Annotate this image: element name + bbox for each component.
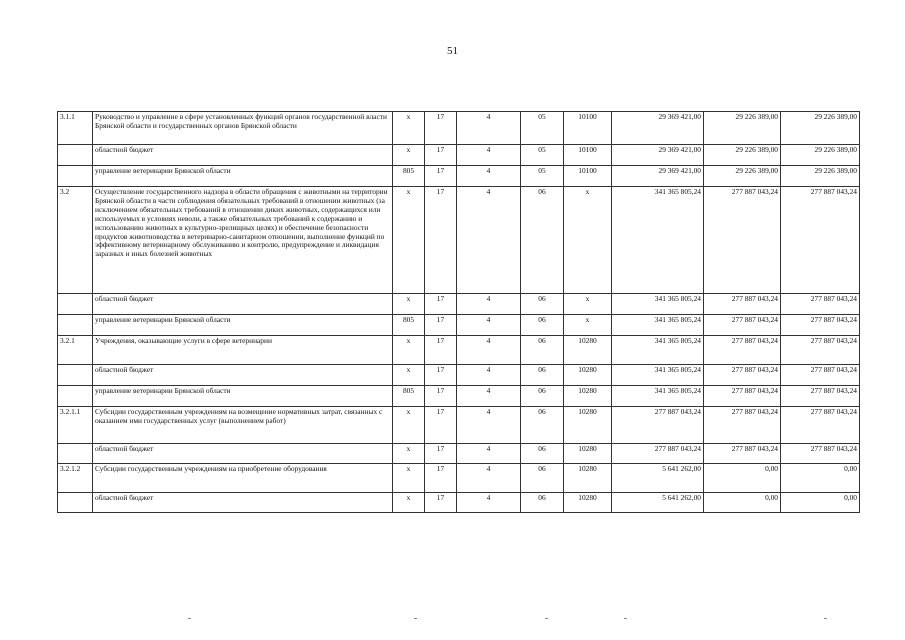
cell-amount-year3: 29 226 389,00 [781, 112, 860, 145]
cell-amount-year3: 277 887 043,24 [781, 336, 860, 365]
table-row [58, 407, 860, 444]
cell-amount-year3: 277 887 043,24 [781, 386, 860, 407]
cell-amount-year2: 29 226 389,00 [704, 145, 781, 166]
cell-amount-year1: 277 887 043,24 [612, 407, 704, 444]
cell-direction: 10100 [564, 166, 612, 187]
cell-main-event: 4 [457, 145, 521, 166]
cell-subprogram: 17 [425, 166, 457, 187]
cell-amount-year2: 0,00 [704, 493, 781, 513]
row-name: управление ветеринарии Брянской области [93, 315, 393, 336]
cell-amount-year1: 29 369 421,00 [612, 166, 704, 187]
cell-amount-year1: 341 365 805,24 [612, 315, 704, 336]
scan-mark [824, 618, 827, 619]
cell-event: 06 [521, 493, 564, 513]
cell-subprogram: 17 [425, 112, 457, 145]
cell-event: 06 [521, 294, 564, 315]
cell-amount-year2: 277 887 043,24 [704, 187, 781, 294]
cell-amount-year3: 0,00 [781, 493, 860, 513]
row-number [58, 386, 93, 407]
cell-amount-year2: 29 226 389,00 [704, 112, 781, 145]
cell-main-event: 4 [457, 166, 521, 187]
cell-amount-year1: 277 887 043,24 [612, 444, 704, 464]
cell-direction: 10280 [564, 493, 612, 513]
row-name: Субсидии государственным учреждениям на приобретение оборудования [93, 464, 393, 493]
cell-amount-year1: 5 641 262,00 [612, 493, 704, 513]
cell-main-event: 4 [457, 187, 521, 294]
row-number [58, 365, 93, 386]
cell-gp: 805 [393, 166, 425, 187]
row-number [58, 166, 93, 187]
cell-amount-year1: 341 365 805,24 [612, 187, 704, 294]
table-row [58, 336, 860, 365]
row-name: областной бюджет [93, 444, 393, 464]
cell-amount-year1: 5 641 262,00 [612, 464, 704, 493]
cell-amount-year1: 341 365 805,24 [612, 336, 704, 365]
cell-gp: х [393, 187, 425, 294]
cell-gp: х [393, 493, 425, 513]
cell-direction: х [564, 187, 612, 294]
cell-event: 06 [521, 365, 564, 386]
cell-event: 06 [521, 407, 564, 444]
cell-event: 05 [521, 145, 564, 166]
cell-main-event: 4 [457, 407, 521, 444]
cell-direction: 10280 [564, 407, 612, 444]
table-row [58, 315, 860, 336]
row-number [58, 145, 93, 166]
cell-gp: х [393, 112, 425, 145]
cell-direction: х [564, 315, 612, 336]
cell-main-event: 4 [457, 493, 521, 513]
cell-main-event: 4 [457, 112, 521, 145]
cell-amount-year2: 277 887 043,24 [704, 407, 781, 444]
cell-subprogram: 17 [425, 187, 457, 294]
cell-amount-year2: 277 887 043,24 [704, 336, 781, 365]
row-name: Руководство и управление в сфере установленных функций органов государственной власти Брянской области и государственных органов Брянской области [93, 112, 393, 145]
budget-table [57, 111, 860, 513]
cell-amount-year3: 0,00 [781, 464, 860, 493]
cell-main-event: 4 [457, 386, 521, 407]
table-row [58, 145, 860, 166]
cell-direction: 10280 [564, 336, 612, 365]
cell-gp: х [393, 365, 425, 386]
cell-amount-year3: 29 226 389,00 [781, 145, 860, 166]
cell-amount-year3: 277 887 043,24 [781, 444, 860, 464]
cell-subprogram: 17 [425, 294, 457, 315]
row-number [58, 315, 93, 336]
cell-amount-year3: 277 887 043,24 [781, 187, 860, 294]
table-row [58, 166, 860, 187]
cell-amount-year3: 277 887 043,24 [781, 315, 860, 336]
cell-direction: 10100 [564, 145, 612, 166]
cell-subprogram: 17 [425, 365, 457, 386]
scan-mark [624, 618, 627, 619]
table-row [58, 444, 860, 464]
cell-subprogram: 17 [425, 336, 457, 365]
cell-gp: 805 [393, 315, 425, 336]
cell-gp: 805 [393, 386, 425, 407]
cell-event: 06 [521, 386, 564, 407]
table-row [58, 365, 860, 386]
cell-direction: 10280 [564, 365, 612, 386]
row-name: управление ветеринарии Брянской области [93, 166, 393, 187]
cell-amount-year1: 341 365 805,24 [612, 294, 704, 315]
row-name: областной бюджет [93, 493, 393, 513]
cell-amount-year2: 277 887 043,24 [704, 444, 781, 464]
scan-mark [545, 618, 548, 619]
cell-direction: 10100 [564, 112, 612, 145]
cell-event: 06 [521, 444, 564, 464]
cell-amount-year1: 29 369 421,00 [612, 112, 704, 145]
cell-amount-year3: 277 887 043,24 [781, 294, 860, 315]
cell-amount-year1: 341 365 805,24 [612, 365, 704, 386]
cell-subprogram: 17 [425, 407, 457, 444]
cell-amount-year2: 277 887 043,24 [704, 315, 781, 336]
cell-direction: х [564, 294, 612, 315]
cell-subprogram: 17 [425, 464, 457, 493]
row-name: Учреждения, оказывающие услуги в сфере ветеринарии [93, 336, 393, 365]
cell-main-event: 4 [457, 365, 521, 386]
cell-amount-year1: 29 369 421,00 [612, 145, 704, 166]
cell-amount-year2: 277 887 043,24 [704, 365, 781, 386]
cell-amount-year2: 29 226 389,00 [704, 166, 781, 187]
row-number [58, 493, 93, 513]
row-name: Субсидии государственным учреждениям на возмещение нормативных затрат, связанных с оказанием ими государственных услуг (выполнением работ) [93, 407, 393, 444]
table-row [58, 112, 860, 145]
row-number: 3.2.1 [58, 336, 93, 365]
cell-amount-year2: 277 887 043,24 [704, 294, 781, 315]
cell-main-event: 4 [457, 464, 521, 493]
row-name: Осуществление государственного надзора в области обращения с животными на территории Брянской области в части соблюдения обязательных требований в отношении животных (за исключением обязательных требований в отношении диких животных, содержащихся или используемых в условиях неволи, а также обязательных требований к содержанию и использованию животных в культурно-зрелищных целях) и обеспечение безопасности продуктов животноводства в ветеринарно-санитарном отношении, выполнение функций по эффективному ветеринарному обслуживанию и контролю, предупреждение и ликвидация заразных и иных болезней животных [93, 187, 393, 294]
row-name: областной бюджет [93, 365, 393, 386]
cell-event: 06 [521, 464, 564, 493]
cell-event: 06 [521, 187, 564, 294]
cell-gp: х [393, 336, 425, 365]
cell-gp: х [393, 407, 425, 444]
cell-amount-year2: 277 887 043,24 [704, 386, 781, 407]
scan-mark [188, 618, 191, 619]
cell-amount-year3: 29 226 389,00 [781, 166, 860, 187]
cell-direction: 10280 [564, 386, 612, 407]
row-number [58, 444, 93, 464]
scan-mark [414, 618, 417, 619]
cell-direction: 10280 [564, 444, 612, 464]
cell-main-event: 4 [457, 444, 521, 464]
cell-event: 06 [521, 315, 564, 336]
row-number: 3.2 [58, 187, 93, 294]
row-number: 3.1.1 [58, 112, 93, 145]
cell-subprogram: 17 [425, 444, 457, 464]
table-row [58, 464, 860, 493]
row-name: областной бюджет [93, 294, 393, 315]
row-name: управление ветеринарии Брянской области [93, 386, 393, 407]
row-number: 3.2.1.1 [58, 407, 93, 444]
table-row [58, 187, 860, 294]
cell-main-event: 4 [457, 336, 521, 365]
cell-event: 06 [521, 336, 564, 365]
cell-event: 05 [521, 166, 564, 187]
cell-direction: 10280 [564, 464, 612, 493]
row-name: областной бюджет [93, 145, 393, 166]
cell-amount-year2: 0,00 [704, 464, 781, 493]
cell-subprogram: 17 [425, 386, 457, 407]
cell-amount-year3: 277 887 043,24 [781, 407, 860, 444]
row-number [58, 294, 93, 315]
table-row [58, 386, 860, 407]
page-number: 51 [447, 45, 458, 57]
cell-event: 05 [521, 112, 564, 145]
cell-gp: х [393, 464, 425, 493]
cell-amount-year1: 341 365 805,24 [612, 386, 704, 407]
cell-subprogram: 17 [425, 145, 457, 166]
cell-subprogram: 17 [425, 315, 457, 336]
cell-gp: х [393, 444, 425, 464]
table-row [58, 493, 860, 513]
cell-gp: х [393, 294, 425, 315]
cell-main-event: 4 [457, 315, 521, 336]
table-row [58, 294, 860, 315]
cell-subprogram: 17 [425, 493, 457, 513]
cell-main-event: 4 [457, 294, 521, 315]
row-number: 3.2.1.2 [58, 464, 93, 493]
cell-amount-year3: 277 887 043,24 [781, 365, 860, 386]
cell-gp: х [393, 145, 425, 166]
